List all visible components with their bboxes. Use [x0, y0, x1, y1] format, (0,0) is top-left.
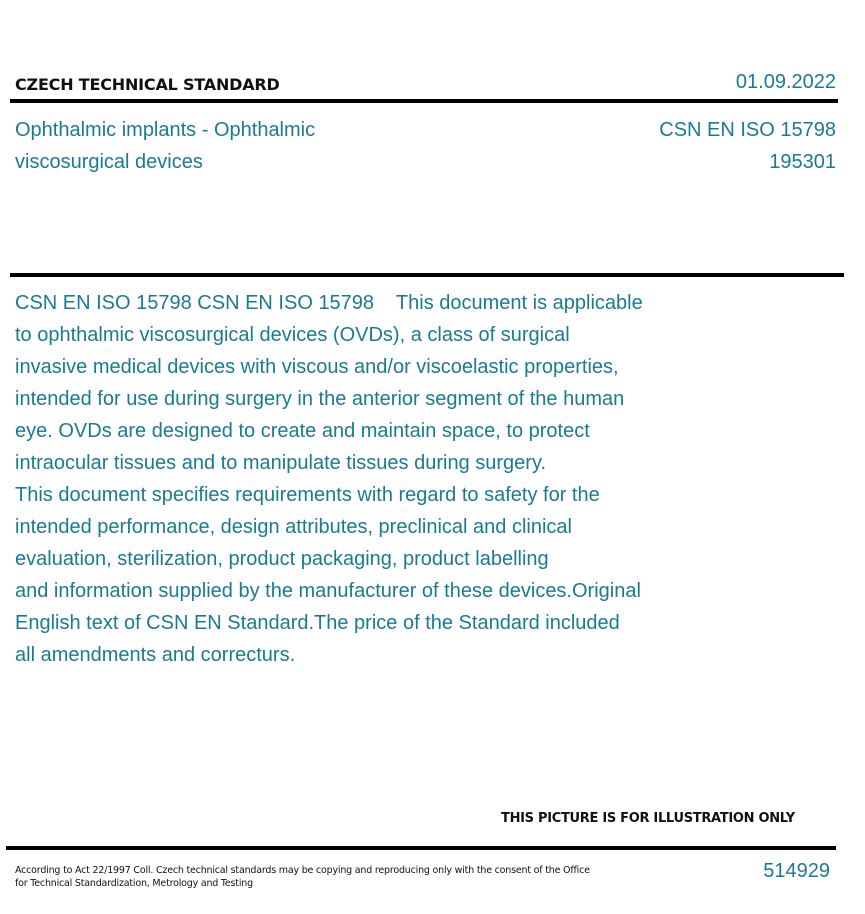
description-line: invasive medical devices with viscous and/or viscoelastic properties, [15, 356, 619, 378]
standard-codes [659, 114, 836, 178]
description-line: CSN EN ISO 15798 CSN EN ISO 15798 This document is applicable [15, 292, 643, 314]
title-line: Ophthalmic implants - Ophthalmic [15, 119, 316, 141]
title-line: viscosurgical devices [15, 151, 203, 173]
standard-description [15, 287, 735, 671]
description-line: intended performance, design attributes, preclinical and clinical [15, 516, 572, 538]
description-line: intraocular tissues and to manipulate tissues during surgery. [15, 452, 547, 474]
description-line: English text of CSN EN Standard.The price of the Standard included [15, 612, 620, 634]
description-line: intended for use during surgery in the anterior segment of the human [15, 388, 625, 410]
title-divider [10, 273, 844, 277]
legal-line: for Technical Standardization, Metrology and Testing [15, 878, 253, 889]
description-line: This document specifies requirements with regard to safety for the [15, 484, 600, 506]
legal-notice [15, 864, 590, 890]
standard-title [15, 114, 315, 178]
document-number: 514929 [763, 860, 830, 882]
description-line: evaluation, sterilization, product packaging, product labelling [15, 548, 549, 570]
illustration-disclaimer: THIS PICTURE IS FOR ILLUSTRATION ONLY [501, 811, 795, 826]
standard-code: CSN EN ISO 15798 [659, 119, 836, 141]
standard-type-label: CZECH TECHNICAL STANDARD [15, 75, 280, 94]
footer-divider [6, 846, 836, 850]
description-line: eye. OVDs are designed to create and maintain space, to protect [15, 420, 590, 442]
description-line: to ophthalmic viscosurgical devices (OVDs), a class of surgical [15, 324, 570, 346]
description-line: and information supplied by the manufacturer of these devices.Original [15, 580, 641, 602]
header-divider [10, 99, 838, 103]
classification-code: 195301 [769, 151, 836, 173]
description-line: all amendments and correcturs. [15, 644, 296, 666]
legal-line: According to Act 22/1997 Coll. Czech technical standards may be copying and reproducing only with the consent of the Office [15, 865, 590, 876]
publication-date: 01.09.2022 [735, 71, 836, 93]
